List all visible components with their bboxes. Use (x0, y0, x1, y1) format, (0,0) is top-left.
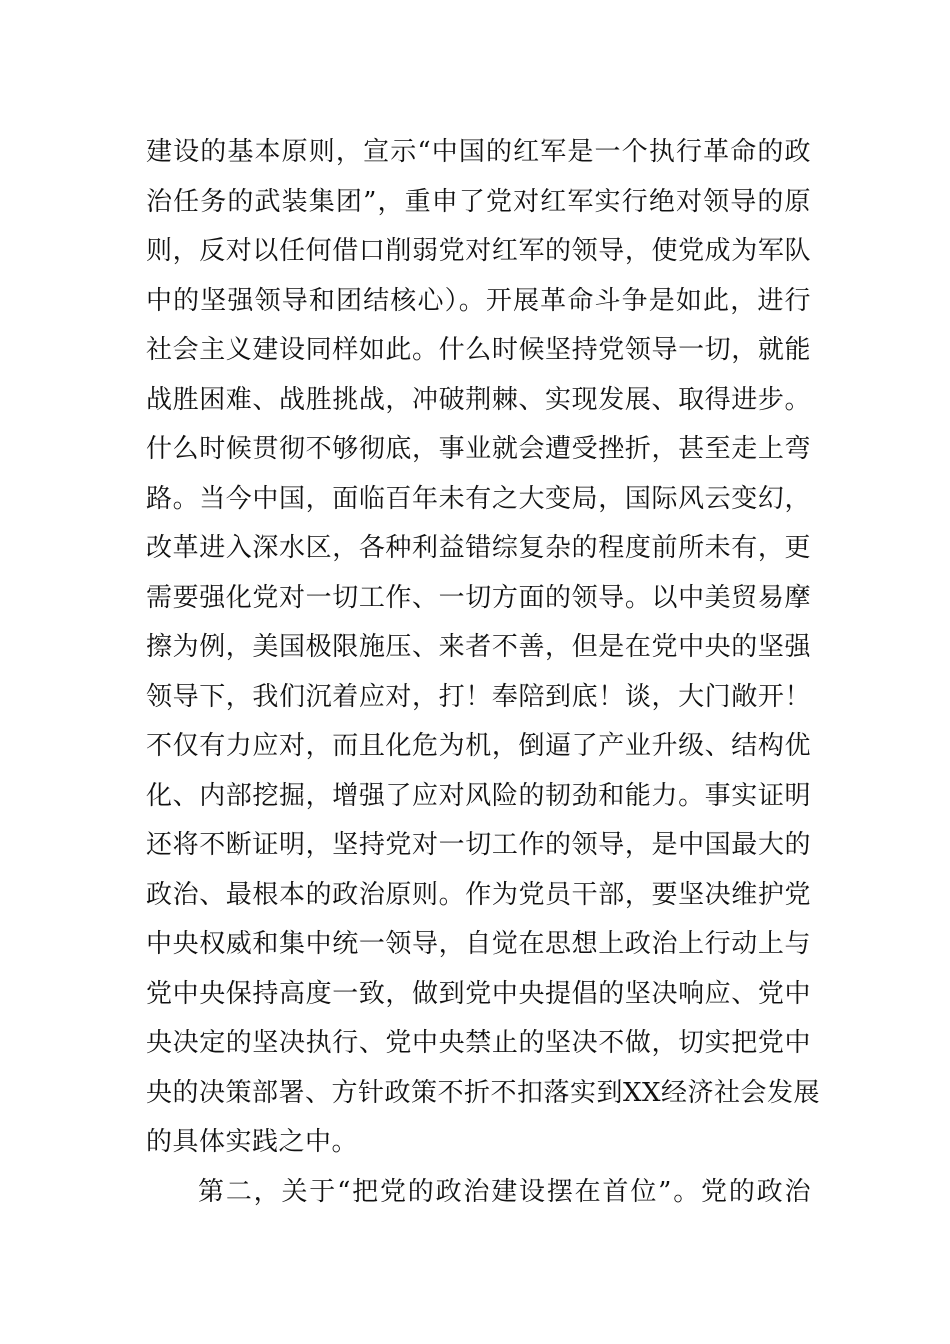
text-line: 央的决策部署、方针政策不折不扣落实到XX经济社会发展 (146, 1077, 821, 1108)
text-line: 党中央保持高度一致，做到党中央提倡的坚决响应、党中 (146, 978, 811, 1009)
text-line: 社会主义建设同样如此。什么时候坚持党领导一切，就能 (146, 335, 811, 365)
text-line: 路。当今中国，面临百年未有之大变局，国际风云变幻， (146, 483, 811, 514)
text-line: 擦为例，美国极限施压、来者不善，但是在党中央的坚强 (146, 632, 811, 662)
text-line: 还将不断证明，坚持党对一切工作的领导，是中国最大的 (146, 830, 811, 860)
text-line: 化、内部挖掘，增强了应对风险的韧劲和能力。事实证明 (146, 780, 811, 811)
text-line: 需要强化党对一切工作、一切方面的领导。以中美贸易摩 (146, 582, 811, 613)
text-line: 领导下，我们沉着应对，打！奉陪到底！谈，大门敞开！ (146, 681, 811, 712)
text-line: 建设的基本原则，宣示“中国的红军是一个执行革命的政 (146, 137, 811, 167)
text-line: 什么时候贯彻不够彻底，事业就会遭受挫折，甚至走上弯 (146, 434, 811, 464)
paragraph-end-line: 的具体实践之中。 (146, 1127, 359, 1157)
paragraph-start-line: 第二，关于“把党的政治建设摆在首位”。党的政治 (198, 1176, 811, 1207)
text-line: 不仅有力应对，而且化危为机，倒逼了产业升级、结构优 (146, 731, 811, 761)
body-text (146, 128, 821, 1217)
text-line: 治任务的武装集团”，重申了党对红军实行绝对领导的原 (146, 186, 811, 217)
text-line: 则，反对以任何借口削弱党对红军的领导，使党成为军队 (146, 236, 811, 266)
text-line: 中的坚强领导和团结核心）。开展革命斗争是如此，进行 (146, 285, 811, 316)
text-line: 政治、最根本的政治原则。作为党员干部，要坚决维护党 (146, 879, 811, 910)
text-line: 央决定的坚决执行、党中央禁止的坚决不做，切实把党中 (146, 1028, 811, 1058)
text-line: 中央权威和集中统一领导，自觉在思想上政治上行动上与 (146, 929, 811, 959)
text-line: 改革进入深水区，各种利益错综复杂的程度前所未有，更 (146, 533, 811, 563)
text-line: 战胜困难、战胜挑战，冲破荆棘、实现发展、取得进步。 (146, 384, 811, 415)
